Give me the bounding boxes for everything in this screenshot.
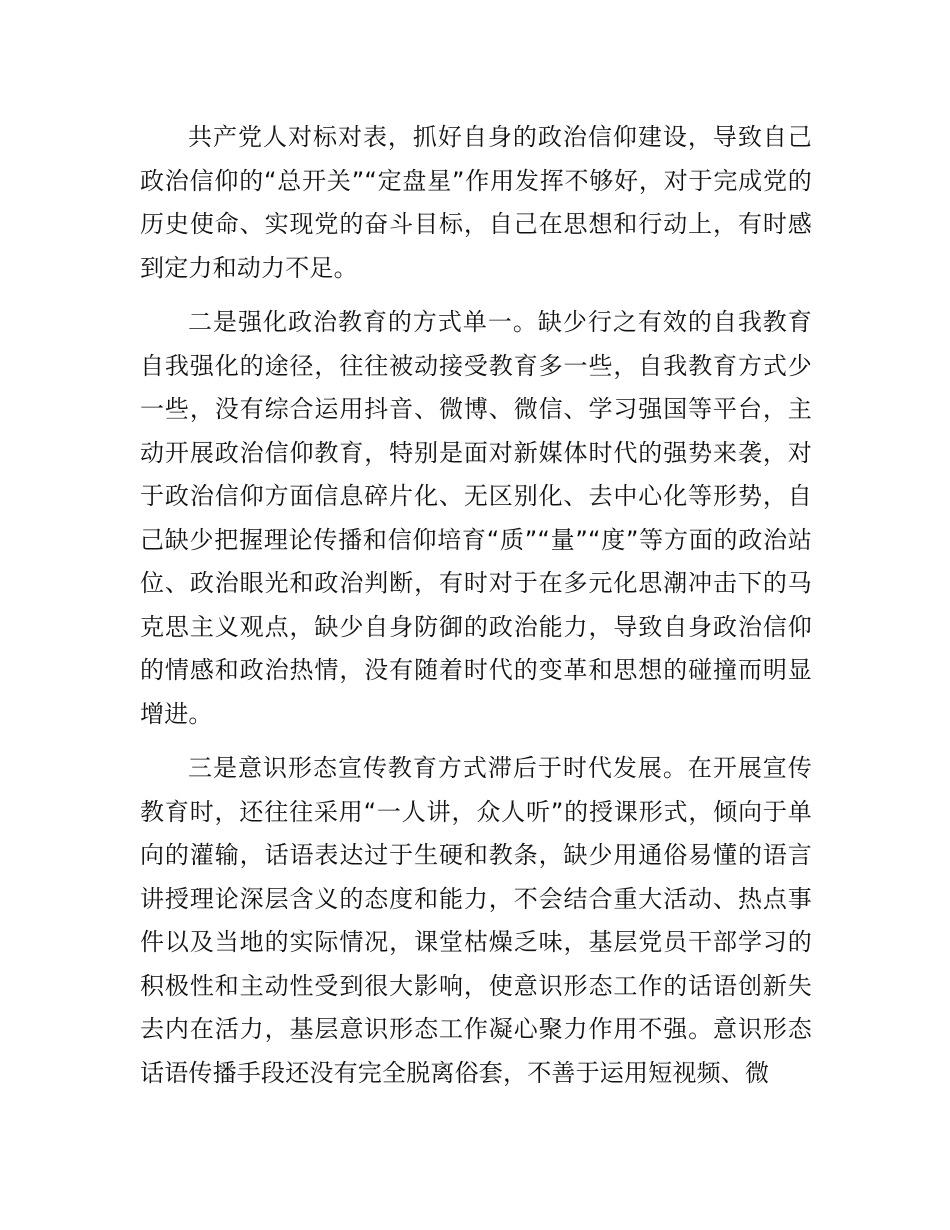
- paragraph-point-two: 二是强化政治教育的方式单一。缺少行之有效的自我教育自我强化的途径，往往被动接受教育多一些，自我教育方式少一些，没有综合运用抖音、微博、微信、学习强国等平台，主动开展政治信仰教育，特别是面对新媒体时代的强势来袭，对于政治信仰方面信息碎片化、无区别化、去中心化等形势，自己缺少把握理论传播和信仰培育“质”“量”“度”等方面的政治站位、政治眼光和政治判断，有时对于在多元化思潮冲击下的马克思主义观点，缺少自身防御的政治能力，导致自身政治信仰的情感和政治热情，没有随着时代的变革和思想的碰撞而明显增进。: [140, 308, 812, 728]
- document-body: [140, 116, 812, 1095]
- paragraph-point-three: 三是意识形态宣传教育方式滞后于时代发展。在开展宣传教育时，还往往采用“一人讲，众人听”的授课形式，倾向于单向的灌输，话语表达过于生硬和教条，缺少用通俗易懂的语言讲授理论深层含义的态度和能力，不会结合重大活动、热点事件以及当地的实际情况，课堂枯燥乏味，基层党员干部学习的积极性和主动性受到很大影响，使意识形态工作的话语创新失去内在活力，基层意识形态工作凝心聚力作用不强。意识形态话语传播手段还没有完全脱离俗套，不善于运用短视频、微: [140, 754, 812, 1087]
- paragraph-continuation: 共产党人对标对表，抓好自身的政治信仰建设，导致自己政治信仰的“总开关”“定盘星”作用发挥不够好，对于完成党的历史使命、实现党的奋斗目标，自己在思想和行动上，有时感到定力和动力不足。: [140, 123, 812, 282]
